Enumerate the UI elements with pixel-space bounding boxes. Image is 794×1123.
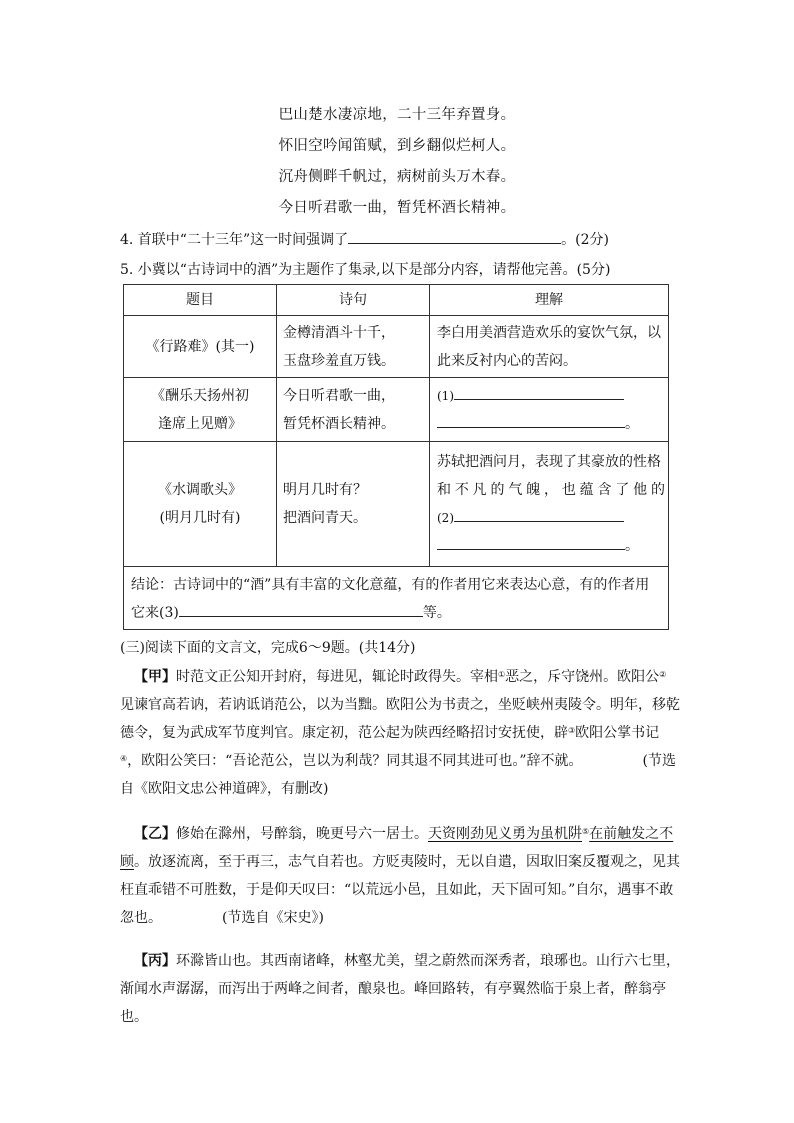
row2-title-line: 逢席上见赠》 xyxy=(158,415,242,432)
row3-understanding-line: 苏轼把酒问月，表现了其豪放的性格 xyxy=(437,454,661,470)
row1-verse-line: 金樽清酒斗十千， xyxy=(283,324,395,341)
row3-verse-line: 明月几时有？ xyxy=(283,482,367,498)
row2-blank-line-2 xyxy=(437,410,668,438)
jia-source: (节选自《欧阳文忠公神道碑》，有删改) xyxy=(120,753,676,797)
answer-blank-2[interactable] xyxy=(454,507,624,522)
underlined-sentence: 在前触发之不顾 xyxy=(120,826,674,870)
conclusion-suffix: 等。 xyxy=(422,605,451,621)
poem-line-1: 巴山楚水凄凉地，二十三年弃置身。 xyxy=(278,107,516,123)
label-jia: 【甲】 xyxy=(134,669,176,685)
row1-understanding-line: 李白用美酒营造欢乐的宴饮气氛，以 xyxy=(437,324,661,341)
row2-blank-line-1 xyxy=(437,382,668,410)
yi-source: (节选自《宋史》) xyxy=(222,910,324,926)
underlined-sentence: 天资刚劲见义勇为虽机阱 xyxy=(428,826,582,842)
row1-understanding xyxy=(430,316,669,378)
answer-blank-2b[interactable] xyxy=(437,535,625,550)
section-3-heading: (三)阅读下面的文言文，完成6～9题。(共14分) xyxy=(120,640,416,656)
jia-text: 见谏官高若讷，若讷诋诮范公，以为当黜。欧阳公为书责之，坐贬峡州夷陵令。明年，移乾德令，复为武成军节度判官。康定初，范公起为陕西经略招讨安抚使，辟 xyxy=(120,697,680,741)
table-row xyxy=(124,378,669,442)
poem-line-2: 怀旧空吟闻笛赋，到乡翻似烂柯人。 xyxy=(278,138,516,154)
row2-verse xyxy=(277,378,430,442)
wine-poem-table xyxy=(123,284,669,630)
passage-jia xyxy=(120,663,680,803)
answer-blank-3[interactable] xyxy=(179,602,423,617)
label-yi: 【乙】 xyxy=(134,826,176,842)
row3-title xyxy=(124,442,277,567)
row1-understanding-line: 此来反衬内心的苦闷。 xyxy=(437,352,577,369)
note-marker: ② xyxy=(659,670,667,679)
note-marker: ① xyxy=(498,670,506,679)
label-bing: 【丙】 xyxy=(134,953,176,969)
conclusion-line-1: 结论：古诗词中的“酒”具有丰富的文化意蕴，有的作者用它来表达心意，有的作者用 xyxy=(131,577,650,593)
jia-text: 恶之，斥守饶州。欧阳公 xyxy=(505,669,660,685)
header-understanding: 理解 xyxy=(430,285,669,316)
jia-text: 时范文正公知开封府，每进见，辄论时政得失。宰相 xyxy=(176,669,498,685)
table-header-row xyxy=(124,285,669,316)
passage-bing xyxy=(120,947,680,1031)
poem-line-3: 沉舟侧畔千帆过，病树前头万木春。 xyxy=(278,169,516,185)
row3-understanding-line: 和不凡的气魄，也蕴含了他的 xyxy=(437,482,665,498)
passage-yi xyxy=(120,820,680,932)
header-title: 题目 xyxy=(124,285,277,316)
row2-verse-line: 暂凭杯酒长精神。 xyxy=(283,415,395,432)
row3-blank-line-1 xyxy=(437,504,668,532)
table-row xyxy=(124,442,669,567)
conclusion-prefix: 它来(3) xyxy=(131,605,179,621)
poem-line-4: 今日听君歌一曲，暂凭杯酒长精神。 xyxy=(278,200,516,216)
row2-title-line: 《酬乐天扬州初 xyxy=(151,387,249,404)
table-conclusion-row xyxy=(124,567,669,630)
question-4 xyxy=(120,229,680,249)
row3-verse xyxy=(277,442,430,567)
row3-end-mark: 。 xyxy=(625,538,639,554)
answer-blank-1b[interactable] xyxy=(437,413,625,428)
q4-prefix: 4. 首联中“二十三年”这一时间强调了 xyxy=(120,232,349,248)
row3-understanding xyxy=(430,442,669,567)
yi-text: 修始在滁州，号醉翁，晚更号六一居士。 xyxy=(176,826,428,842)
row3-verse-line: 把酒问青天。 xyxy=(283,510,367,526)
row2-end-mark: 。 xyxy=(625,415,639,432)
row3-title-line: 《水调歌头》 xyxy=(158,482,242,498)
jia-text: ，欧阳公笑曰：“吾论范公，岂以为利哉？同其退不同其进可也。”辞不就。 xyxy=(127,753,583,769)
row2-verse-line: 今日听君歌一曲， xyxy=(283,387,395,404)
blank-label-1: (1) xyxy=(437,388,454,403)
q4-answer-blank[interactable] xyxy=(348,229,561,244)
note-marker: ③ xyxy=(568,726,576,735)
row3-title-line: (明月几时有) xyxy=(159,510,241,526)
row3-blank-line-2 xyxy=(437,532,668,560)
row2-understanding xyxy=(430,378,669,442)
row1-title: 《行路难》(其一) xyxy=(124,316,277,378)
answer-blank-1[interactable] xyxy=(454,385,624,400)
bing-text: 环滁皆山也。其西南诸峰，林壑尤美，望之蔚然而深秀者，琅琊也。山行六七里，渐闻水声潺潺，而泻出于两峰之间者，酿泉也。峰回路转，有亭翼然临于泉上者，醉翁亭也。 xyxy=(120,953,680,1025)
table-row xyxy=(124,316,669,378)
jia-text: 欧阳公掌书记 xyxy=(575,725,660,741)
row2-title xyxy=(124,378,277,442)
note-marker: ⑤ xyxy=(582,827,590,836)
conclusion-line-2 xyxy=(131,599,662,627)
blank-label-2: (2) xyxy=(437,511,454,525)
note-marker: ④ xyxy=(120,754,128,763)
row1-verse-line: 玉盘珍羞直万钱。 xyxy=(283,352,395,369)
row1-verse xyxy=(277,316,430,378)
question-5: 5. 小冀以“古诗词中的酒”为主题作了集录,以下是部分内容，请帮他完善。(5分) xyxy=(120,262,611,278)
yi-text: 。放逐流离，至于再三，志气自若也。方贬夷陵时，无以自遣，因取旧案反覆观之，见其枉直乖错不可胜数，于是仰天叹曰：“以荒远小邑，且如此，天下固可知。”自尔，遇事不敢忽也。 xyxy=(120,854,680,926)
q4-suffix: 。(2分) xyxy=(561,232,609,248)
header-verse: 诗句 xyxy=(277,285,430,316)
conclusion-cell xyxy=(124,567,669,630)
